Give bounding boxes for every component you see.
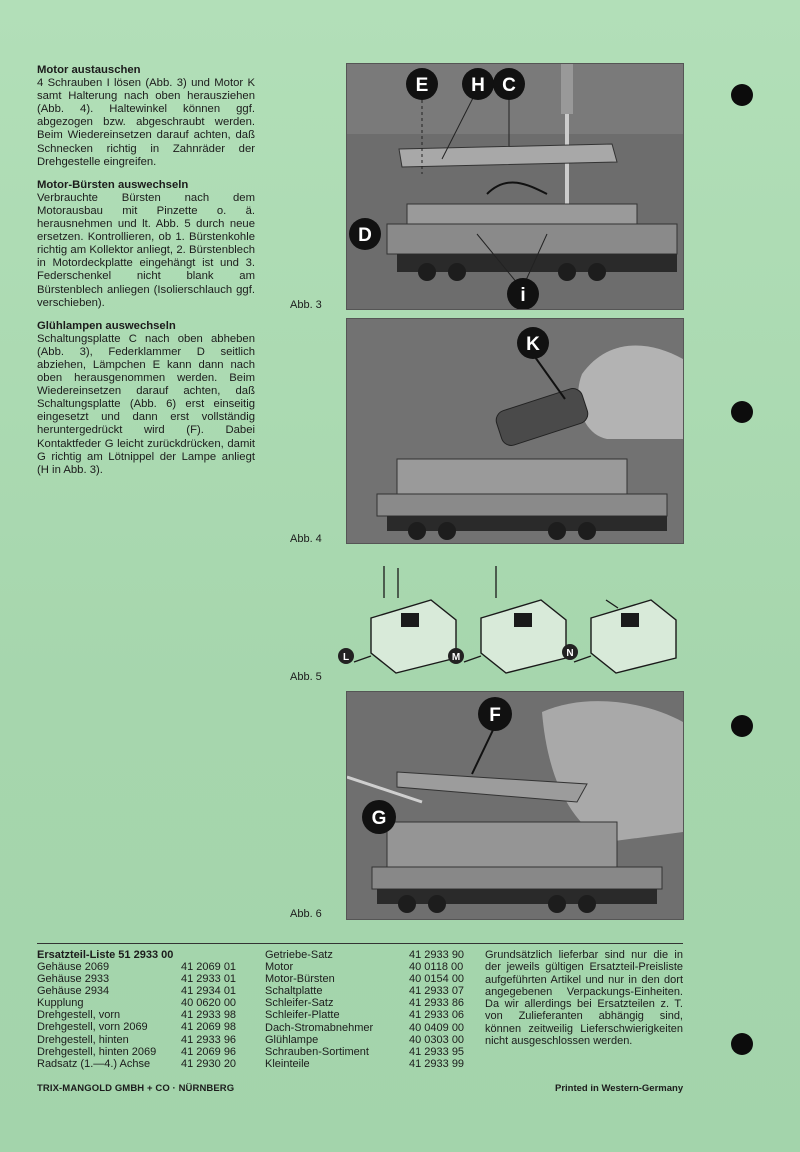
figure-abb5-drawing — [336, 558, 686, 678]
figure-label-abb3: Abb. 3 — [290, 299, 322, 311]
callout-label: i — [520, 285, 526, 306]
part-name: Gehäuse 2933 — [37, 973, 110, 986]
part-number: 40 0154 00 — [409, 973, 465, 986]
table-row — [37, 1021, 236, 1033]
callout-label: M — [451, 652, 461, 663]
table-row — [265, 961, 464, 973]
part-number: 41 2933 98 — [181, 1009, 237, 1022]
table-row — [265, 985, 464, 997]
part-number: 40 0620 00 — [181, 997, 237, 1010]
section-heading: Motor austauschen — [37, 64, 141, 76]
punch-hole — [731, 84, 753, 106]
part-name: Gehäuse 2934 — [37, 985, 110, 998]
part-number: 41 2933 01 — [181, 973, 237, 986]
parts-list-title: Ersatzteil-Liste 51 2933 00 — [37, 949, 174, 961]
parts-list-right — [265, 949, 464, 1070]
figure-label-abb6: Abb. 6 — [290, 908, 322, 920]
part-name: Getriebe-Satz — [265, 949, 333, 961]
figure-abb4-photo — [346, 318, 684, 544]
table-row — [37, 973, 236, 985]
table-row — [265, 1009, 464, 1021]
part-name: Kupplung — [37, 997, 84, 1010]
callout-k — [517, 327, 549, 359]
callout-g — [362, 800, 396, 834]
callout-label: H — [471, 75, 485, 96]
callout-label: N — [566, 648, 574, 659]
section-body: Verbrauchte Bürsten nach dem Motorausbau mit Pinzette o. ä. herausnehmen und lt. Abb. 5 durch neue ersetzen. Kontrollieren, ob 1. Bürstenkohle richtig am Kollektor anliegt, 2. Bürstenblech in Motordeckplatte eingehängt ist und 3. Federschenkel nicht blank am Bürstenblech anliegen (Isolierschlauch ggf. verschieben). — [37, 191, 255, 309]
part-name: Motor — [265, 961, 294, 974]
table-row — [265, 1058, 464, 1070]
section-gluehlampen — [37, 320, 255, 477]
callout-label: C — [502, 75, 516, 96]
section-body: Schaltungsplatte C nach oben abheben (Abb. 3), Federklammer D seitlich abziehen, Lämpchen E kann dann nach oben herausgenommen werden. Beim Wiedereinsetzen darauf achten, daß Schaltungsplatte (Abb. 6) erst einseitig eingesetzt und dann erst vollständig heruntergedrückt wird (F). Dabei Kontaktfeder G leicht zurückdrücken, damit G richtig am Lötnippel der Lampe anliegt (H in Abb. 3). — [37, 332, 255, 476]
callout-label: K — [526, 334, 540, 355]
part-number: 40 0303 00 — [409, 1033, 465, 1046]
part-number: 40 0118 00 — [409, 961, 464, 974]
callout-label: E — [415, 75, 429, 96]
figure-label-abb4: Abb. 4 — [290, 533, 322, 545]
table-row — [265, 949, 464, 961]
part-number: 41 2933 86 — [409, 997, 465, 1010]
part-name: Gehäuse 2069 — [37, 961, 110, 973]
table-row — [265, 1046, 464, 1058]
part-number: 41 2933 99 — [409, 1057, 465, 1070]
part-number: 41 2934 01 — [181, 985, 237, 998]
publisher-footer: TRIX-MANGOLD GMBH + CO · NÜRNBERG — [37, 1083, 235, 1094]
part-name: Drehgestell, hinten — [37, 1033, 129, 1046]
part-number: 41 2933 96 — [181, 1033, 237, 1046]
part-number: 41 2069 98 — [181, 1021, 237, 1034]
instruction-column — [37, 64, 255, 487]
part-number: 41 2933 90 — [409, 949, 465, 961]
table-row — [265, 1034, 464, 1046]
table-row — [37, 1009, 236, 1021]
callout-n — [562, 644, 578, 660]
figure-abb3-photo — [346, 63, 684, 310]
part-name: Glühlampe — [265, 1033, 319, 1046]
printed-in-footer: Printed in Western-Germany — [555, 1083, 684, 1094]
punch-hole — [731, 1033, 753, 1055]
part-name: Schaltplatte — [265, 985, 323, 998]
part-name: Drehgestell, vorn — [37, 1009, 121, 1022]
callout-label: F — [489, 705, 501, 726]
callout-i — [507, 278, 539, 309]
part-name: Drehgestell, vorn 2069 — [37, 1021, 148, 1034]
table-row — [37, 1034, 236, 1046]
part-name: Schrauben-Sortiment — [265, 1045, 369, 1058]
part-number: 41 2933 07 — [409, 985, 465, 998]
part-name: Dach-Stromabnehmer — [265, 1021, 374, 1034]
table-row — [37, 961, 236, 973]
section-heading: Motor-Bürsten auswechseln — [37, 178, 189, 191]
section-body: 4 Schrauben I lösen (Abb. 3) und Motor K samt Halterung nach oben herausziehen (Abb. 4). Haltewinkel können ggf. abgezogen bzw. abgeschraubt werden. Beim Wiedereinsetzen darauf achten, daß Schnecken richtig in Zahnräder der Drehgestelle eingreifen. — [37, 77, 255, 168]
table-row — [265, 1022, 464, 1034]
callout-e — [406, 68, 438, 100]
callout-h — [462, 68, 494, 100]
divider — [37, 943, 683, 944]
part-name: Schleifer-Satz — [265, 997, 334, 1010]
part-number: 41 2933 06 — [409, 1009, 465, 1022]
callout-d — [349, 218, 381, 250]
table-row — [265, 973, 464, 985]
callout-label: L — [342, 652, 350, 663]
part-number: 41 2933 95 — [409, 1045, 465, 1058]
table-row — [37, 1046, 236, 1058]
part-name: Kleinteile — [265, 1057, 310, 1070]
part-number: 41 2069 96 — [181, 1045, 237, 1058]
availability-note: Grundsätzlich lieferbar sind nur die in der jeweils gültigen Ersatzteil-Preisliste aufgeführten Artikel und nur in den dort angegebenen Verpackungs-Einheiten. Da wir allerdings bei Ersatzteilen z. T. von Zulieferanten abhängig sind, können zeitweilig Lieferschwierigkeiten nicht ausgeschlossen werden. — [485, 949, 683, 1048]
part-name: Radsatz (1.—4.) Achse — [37, 1057, 151, 1070]
parts-list-left — [37, 961, 236, 1070]
section-motor-buersten — [37, 179, 255, 310]
figure-label-abb5: Abb. 5 — [290, 671, 322, 683]
part-number: 41 2930 20 — [181, 1057, 237, 1070]
figure-abb6-photo — [346, 691, 684, 920]
part-number: 41 2069 01 — [181, 961, 237, 973]
table-row — [265, 997, 464, 1009]
section-heading: Glühlampen auswechseln — [37, 319, 176, 332]
part-name: Motor-Bürsten — [265, 973, 335, 986]
callout-m — [448, 648, 464, 664]
punch-hole — [731, 715, 753, 737]
table-row — [37, 997, 236, 1009]
table-row — [37, 1058, 236, 1070]
callout-label: G — [371, 808, 387, 829]
punch-hole — [731, 401, 753, 423]
part-name: Drehgestell, hinten 2069 — [37, 1045, 157, 1058]
callout-f — [478, 697, 512, 731]
section-motor-austauschen — [37, 64, 255, 169]
callout-l — [338, 648, 354, 664]
table-row — [37, 985, 236, 997]
part-name: Schleifer-Platte — [265, 1009, 340, 1022]
callout-c — [493, 68, 525, 100]
callout-label: D — [358, 225, 372, 246]
part-number: 40 0409 00 — [409, 1021, 465, 1034]
